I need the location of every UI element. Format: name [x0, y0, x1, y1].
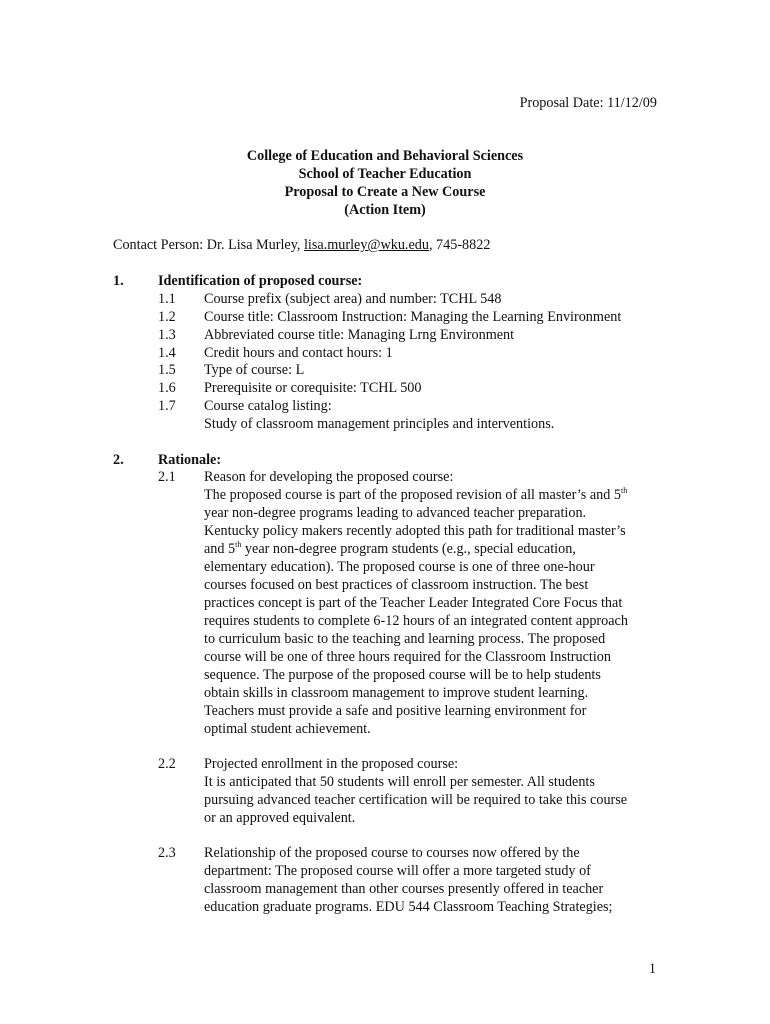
school-heading: School of Teacher Education [298, 166, 472, 182]
relationship-paragraph [204, 844, 664, 916]
paragraph-line: to curriculum basic to the teaching and learning process. The proposed [204, 631, 606, 647]
item-number: 1.1 [158, 291, 176, 307]
item-number: 1.7 [158, 398, 176, 414]
section-2-title: Rationale: [158, 452, 222, 468]
paragraph-line: requires students to complete 6-12 hours of an integrated content approach [204, 613, 628, 629]
paragraph-line: Relationship of the proposed course to courses now offered by the [204, 845, 580, 861]
item-text: Course catalog listing: [204, 398, 332, 414]
item-heading: Projected enrollment in the proposed course: [204, 756, 459, 772]
paragraph-line: department: The proposed course will offer a more targeted study of [204, 863, 591, 879]
paragraph-line: obtain skills in classroom management to improve student learning. [204, 685, 589, 701]
enrollment-paragraph [204, 773, 664, 827]
paragraph-line: courses focused on best practices of classroom instruction. The best [204, 577, 589, 593]
item-number: 1.5 [158, 362, 176, 378]
rationale-paragraph [204, 486, 664, 738]
item-number: 1.6 [158, 380, 176, 396]
college-heading: College of Education and Behavioral Sciences [246, 148, 524, 164]
text-span: and 5 [204, 541, 236, 557]
paragraph-line: sequence. The purpose of the proposed course will be to help students [204, 667, 601, 683]
item-text: Type of course: L [204, 362, 305, 378]
item-text: Abbreviated course title: Managing Lrng Environment [204, 327, 515, 343]
contact-email-link[interactable]: lisa.murley@wku.edu [303, 237, 429, 253]
paragraph-line: classroom management than other courses presently offered in teacher [204, 881, 604, 897]
paragraph-line: It is anticipated that 50 students will enroll per semester. All students [204, 774, 595, 790]
paragraph-line: course will be one of three hours required for the Classroom Instruction [204, 649, 611, 665]
text-span: The proposed course is part of the proposed revision of all master’s and 5 [204, 487, 621, 503]
item-number: 1.3 [158, 327, 176, 343]
item-number: 1.4 [158, 345, 176, 361]
proposal-date: Proposal Date: 11/12/09 [519, 95, 657, 111]
section-1-title: Identification of proposed course: [158, 273, 363, 289]
item-number: 2.1 [158, 469, 176, 485]
paragraph-line: education graduate programs. EDU 544 Classroom Teaching Strategies; [204, 899, 613, 915]
catalog-listing-text: Study of classroom management principles and interventions. [204, 416, 555, 432]
action-item-label: (Action Item) [344, 202, 426, 218]
item-text: Prerequisite or corequisite: TCHL 500 [204, 380, 422, 396]
paragraph-line: Teachers must provide a safe and positive learning environment for [204, 703, 587, 719]
contact-label: Contact Person: Dr. Lisa Murley, [113, 237, 304, 253]
text-span: year non-degree program students (e.g., special education, [241, 541, 576, 557]
paragraph-line: elementary education). The proposed course is one of three one-hour [204, 559, 595, 575]
paragraph-line [204, 486, 664, 504]
paragraph-line: optimal student achievement. [204, 721, 371, 737]
page-number: 1 [648, 961, 656, 977]
item-text: Course title: Classroom Instruction: Managing the Learning Environment [204, 309, 622, 325]
paragraph-line: pursuing advanced teacher certification will be required to take this course [204, 792, 628, 808]
item-number: 2.3 [158, 845, 176, 861]
paragraph-line [204, 540, 664, 558]
item-number: 2.2 [158, 756, 176, 772]
item-text: Credit hours and contact hours: 1 [204, 345, 393, 361]
item-heading: Reason for developing the proposed course: [204, 469, 454, 485]
paragraph-line: Kentucky policy makers recently adopted this path for traditional master’s [204, 523, 626, 539]
proposal-title: Proposal to Create a New Course [284, 184, 486, 200]
contact-person [113, 236, 490, 254]
item-text: Course prefix (subject area) and number: TCHL 548 [204, 291, 502, 307]
item-number: 1.2 [158, 309, 176, 325]
section-1-number: 1. [113, 273, 124, 289]
paragraph-line: or an approved equivalent. [204, 810, 356, 826]
superscript: th [235, 540, 242, 549]
contact-phone: , 745-8822 [428, 237, 491, 253]
section-2-number: 2. [113, 452, 124, 468]
paragraph-line: year non-degree programs leading to advanced teacher preparation. [204, 505, 587, 521]
paragraph-line: practices concept is part of the Teacher Leader Integrated Core Focus that [204, 595, 623, 611]
superscript: th [620, 486, 628, 495]
